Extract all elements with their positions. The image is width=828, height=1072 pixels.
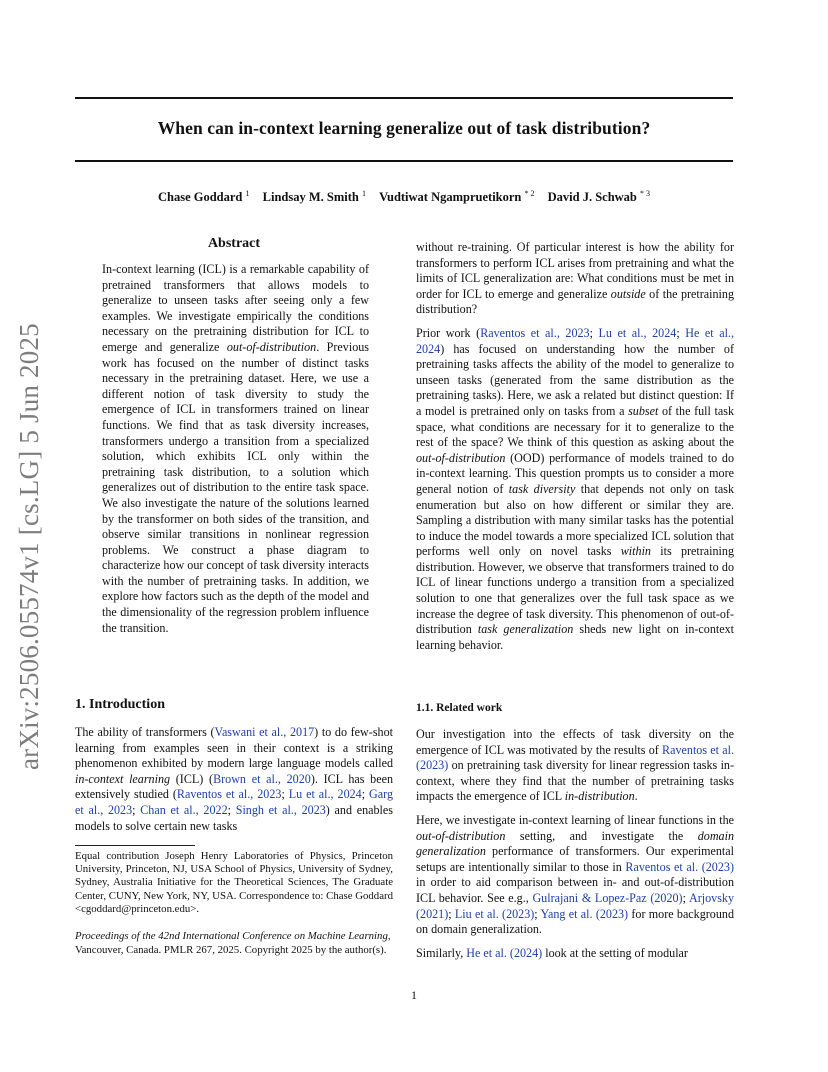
citation-link[interactable]: Vaswani et al., 2017: [214, 725, 315, 739]
author-name: Lindsay M. Smith $^1$: [262, 188, 366, 204]
affiliation-footnote: Equal contribution Joseph Henry Laboratories of Physics, Princeton University, Princeton, NJ, USA School of Physics, University of Sydney, Sydney, Australia Initiative for the Theoretical Sciences, The Graduate Center, CUNY, New York, NY, USA. Correspondence to: Chase Goddard <cgoddard@princeton.edu>.: [75, 850, 393, 915]
author-name: Vudtiwat Ngampruetikorn $^{* 2}$: [379, 188, 535, 204]
abstract-text: In-context learning (ICL) is a remarkable capability of pretrained transformers that allows models to generalize to unseen tasks after seeing only a few examples. We investigate empirically the conditions necessary on the pretraining distribution for ICL to emerge and generalize out-of-distribution. Previous work has focused on the number of distinct tasks necessary in the pretraining dataset. Here, we use a different notion of task diversity to study the emergence of ICL in transformers trained on linear functions. We find that as task diversity increases, transformers undergo a transition from a specialized solution, which exhibits ICL only within the pretraining task distribution, to a solution which generalizes out of distribution to the entire task space. We also investigate the nature of the solutions learned by the transformer on both sides of the transition, and observe similar transitions in nonlinear regression problems. We construct a phase diagram to characterize how our concept of task diversity interacts with the number of pretraining tasks. In addition, we explore how factors such as the depth of the model and the dimensionality of the regression problem influence the transition.: [102, 262, 370, 635]
citation-link[interactable]: Brown et al., 2020: [213, 771, 311, 786]
paragraph: Similarly, He et al. (2024) look at the setting of modular: [416, 945, 688, 960]
citation-link[interactable]: Liu et al. (2023): [454, 906, 535, 921]
section-heading-introduction: 1. Introduction: [75, 697, 165, 712]
citation-link[interactable]: Raventos et al., 2023: [176, 787, 282, 802]
intro-paragraph: The ability of transformers (Vaswani et al., 2017) to do few-shot learning from examples seen in their context is a striking phenomenon exhibited by modern large language models called in-context learning (ICL) (Brown et al., 2020). ICL has been extensively studied (Raventos et al., 2023; Lu et al., 2024; Garg et al., 2023; Chan et al., 2022; Singh et al., 2023) and enables models to solve certain new tasks: [75, 725, 394, 833]
citation-link[interactable]: Gulrajani & Lopez-Paz (2020): [532, 890, 683, 905]
citation-link[interactable]: Singh et al., 2023: [235, 802, 326, 817]
subsection-heading-related-work: 1.1. Related work: [416, 702, 503, 714]
author-name: David J. Schwab $^{* 3}$: [547, 188, 651, 204]
paragraph: Prior work (Raventos et al., 2023; Lu et al., 2024; He et al., 2024) has focused on understanding how the number of pretraining tasks affects the ability of the model to generalize to unseen tasks (generated from the same distribution as the pretraining tasks). Here, we ask a related but distinct question: If a model is pretrained only on tasks from a subset of the full task space, what conditions are necessary for it to generalize to the rest of the space? We think of this question as asking about the out-of-distribution (OOD) performance of models trained to do in-context learning. This question prompts us to consider a more general notion of task diversity that depends not only on task enumeration but also on how different or similar they are. Sampling a distribution with many similar tasks has the potential to induce the model towards a more specialized ICL solution that performs well only on novel tasks within its pretraining distribution. However, we observe that transformers trained to do ICL of linear functions undergo a transition from a specialized solution to one that generalizes over the full task space as we increase the degree of task diversity. This phenomenon of out-of-distribution task generalization sheds new light on in-context learning behavior.: [416, 325, 735, 652]
citation-link[interactable]: Arjovsky (2021): [416, 890, 734, 921]
citation-link[interactable]: He et al., 2024: [416, 325, 734, 356]
abstract-heading: Abstract: [207, 236, 261, 251]
paper-title: When can in-context learning generalize out of task distribution?: [157, 118, 651, 138]
paragraph: Our investigation into the effects of task diversity on the emergence of ICL was motivated by the results of Raventos et al. (2023) on pretraining task diversity for linear regression tasks in-context, where they find that the number of pretraining tasks impacts the emergence of ICL in-distribution.: [416, 727, 734, 804]
right-column: [416, 240, 734, 661]
related-work-text: [416, 727, 734, 969]
paragraph: Here, we investigate in-context learning of linear functions in the out-of-distribution setting, and investigate the domain generalization performance of transformers. Our experimental setups are intentionally similar to those in Raventos et al. (2023) in order to aid comparison between in- and out-of-distribution ICL behavior. See e.g., Gulrajani & Lopez-Paz (2020); Arjovsky (2021); Liu et al. (2023); Yang et al. (2023) for more background on domain generalization.: [416, 812, 734, 937]
citation-link[interactable]: Lu et al., 2024: [288, 787, 362, 802]
citation-link[interactable]: Garg et al., 2023: [75, 787, 393, 817]
author-name: Chase Goddard $^1$: [157, 188, 250, 204]
page-number: 1: [411, 988, 417, 1002]
citation-link[interactable]: Raventos et al., 2023: [480, 325, 590, 340]
proceedings-note: Proceedings of the 42nd International Conference on Machine Learning, Vancouver, Canada. PMLR 267, 2025. Copyright 2025 by the author(s).: [75, 930, 391, 956]
citation-link[interactable]: Raventos et al. (2023): [416, 742, 734, 773]
arxiv-stamp[interactable]: arXiv:2506.05574v1 [cs.LG] 5 Jun 2025: [14, 323, 44, 770]
citation-link[interactable]: Lu et al., 2024: [598, 325, 677, 340]
citation-link[interactable]: He et al. (2024): [466, 945, 543, 960]
title-bottom-rule: [75, 160, 733, 162]
author-list: [75, 190, 733, 205]
footnote-rule: [75, 845, 195, 846]
citation-link[interactable]: Raventos et al. (2023): [625, 859, 734, 874]
citation-link[interactable]: Yang et al. (2023): [540, 906, 629, 921]
title-top-rule: [75, 97, 733, 99]
citation-link[interactable]: Chan et al., 2022: [140, 802, 228, 817]
paragraph: without re-training. Of particular interest is how the ability for transformers to perform ICL arises from pretraining and what the limits of ICL generalization are: What conditions must be met in order for ICL to emerge and generalize outside of the pretraining distribution?: [416, 240, 734, 317]
